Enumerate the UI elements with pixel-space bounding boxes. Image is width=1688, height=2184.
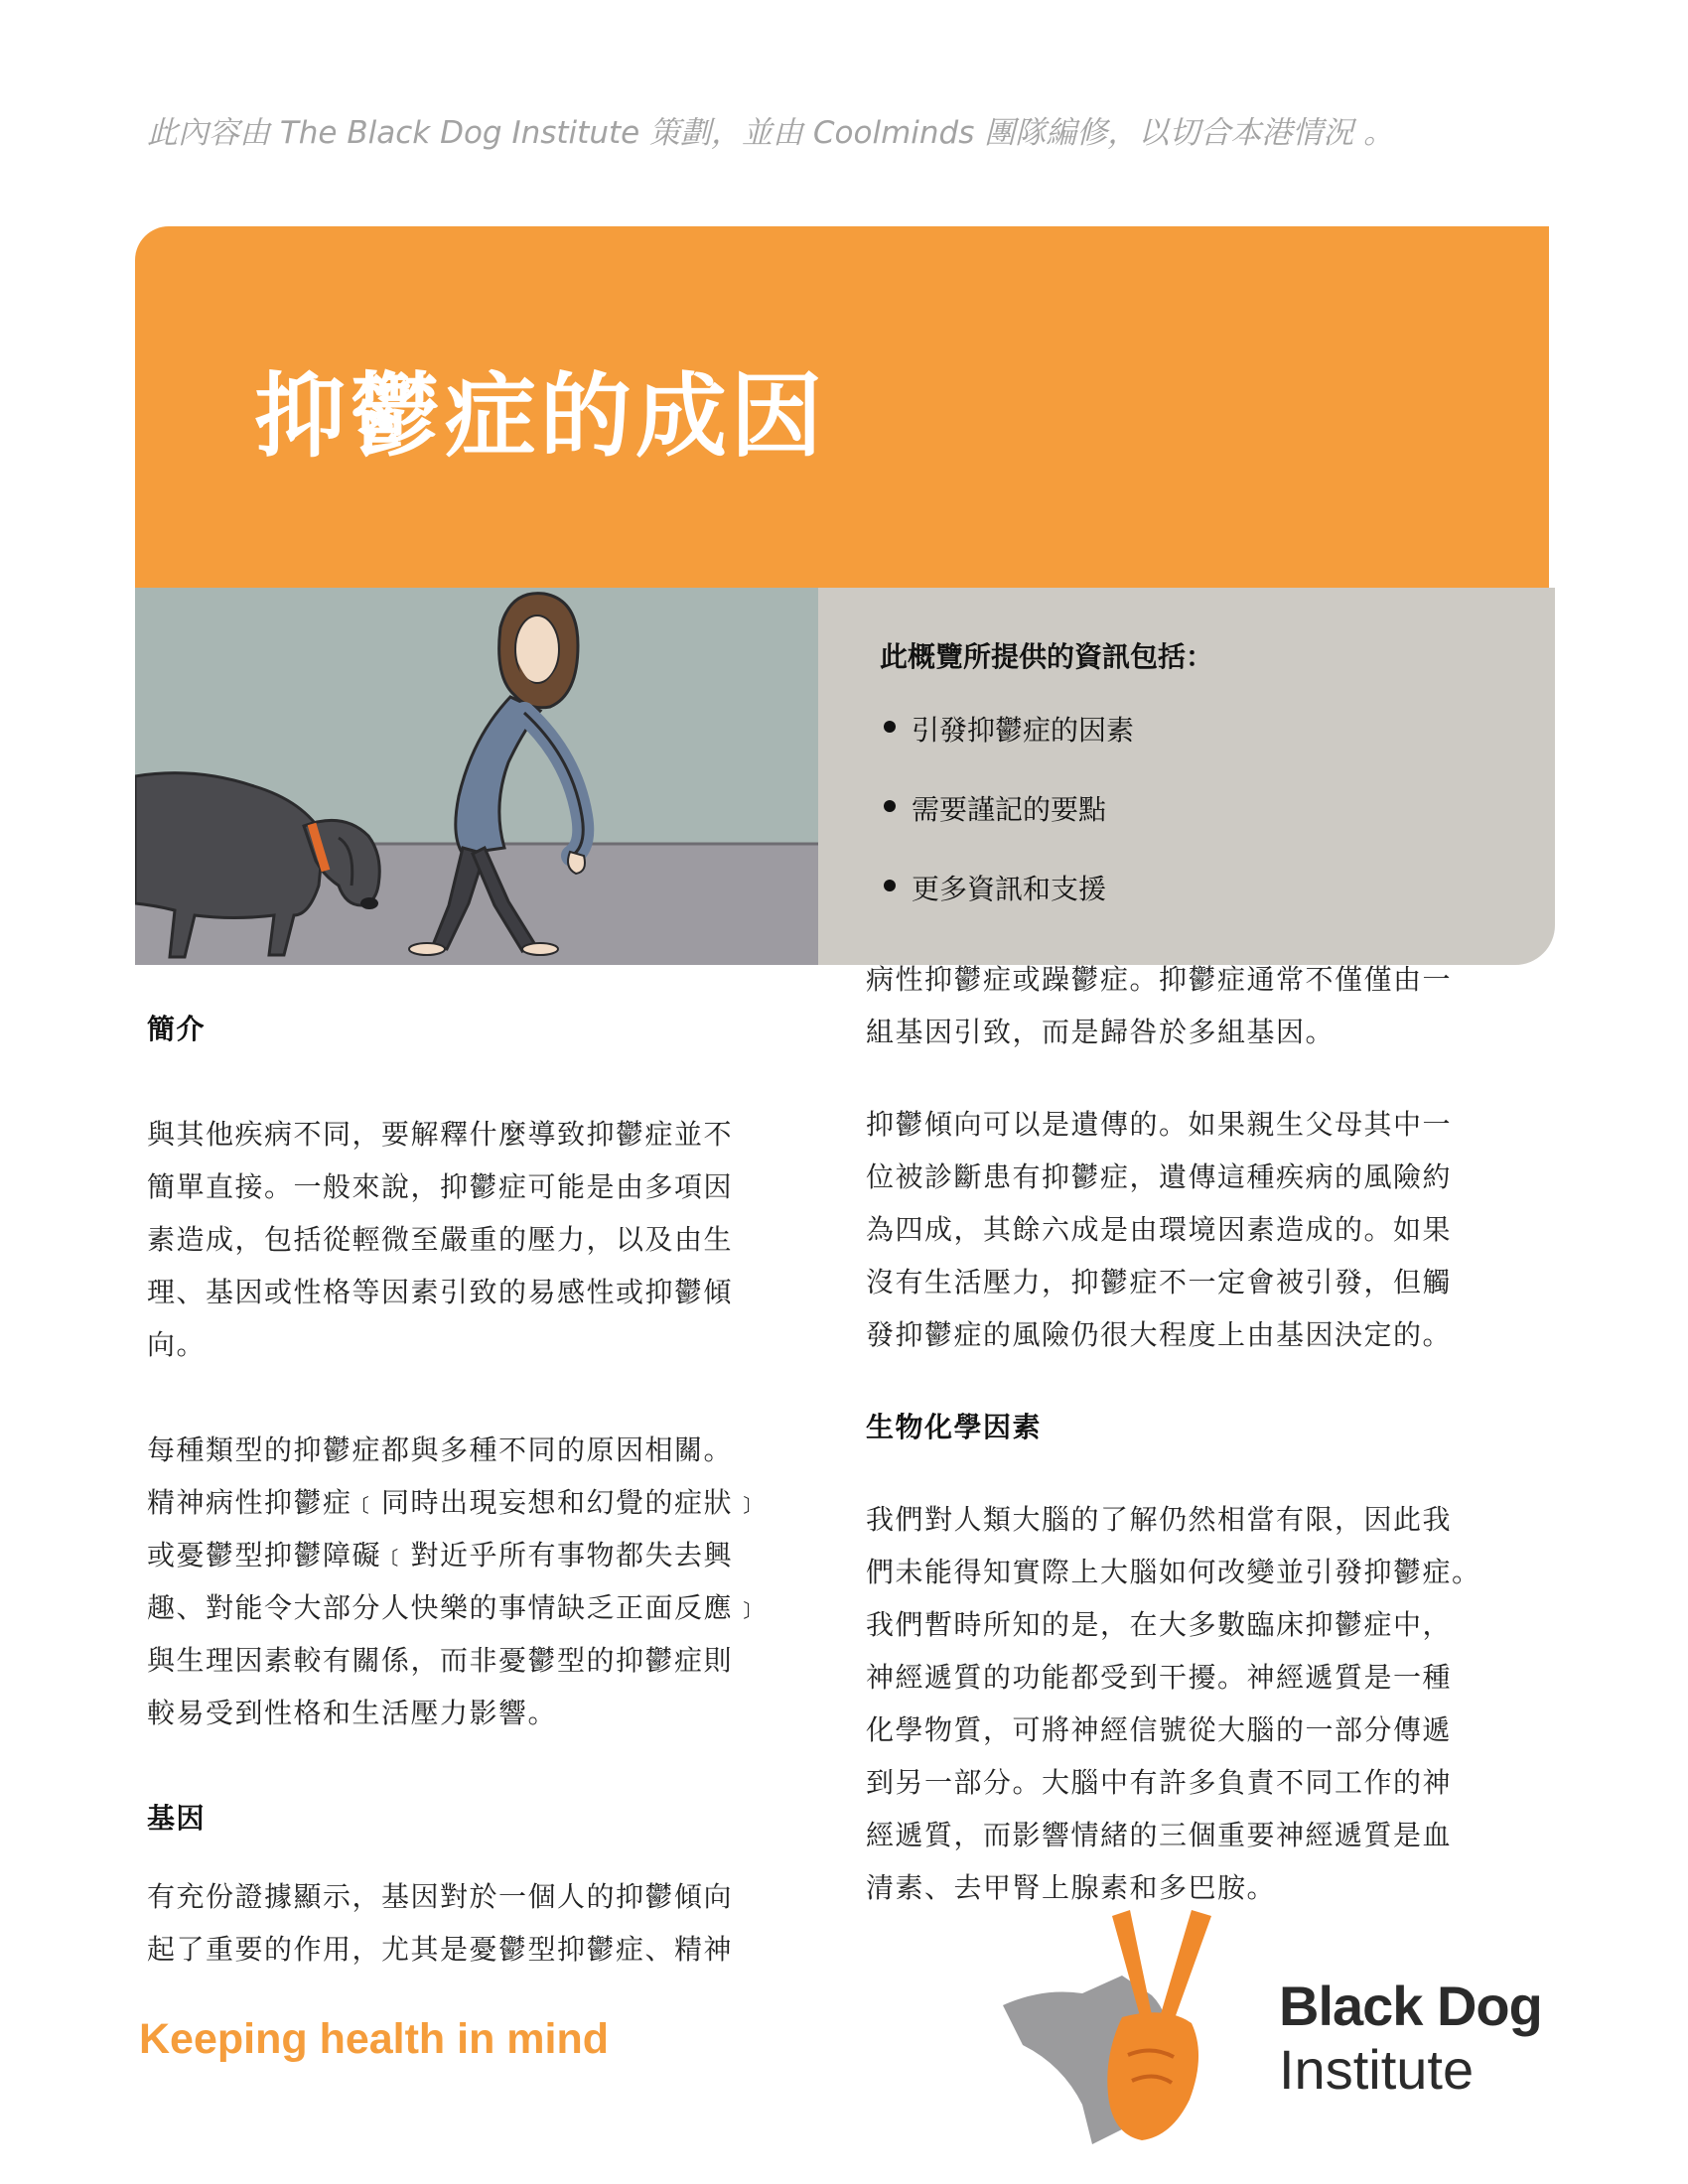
intro-line: 精神病性抑鬱症﹝同時出現妄想和幻覺的症狀﹞ — [147, 1486, 763, 1519]
biochem-line: 清素、去甲腎上腺素和多巴胺。 — [866, 1871, 1277, 1904]
genes-line: 組基因引致，而是歸咎於多組基因。 — [866, 1016, 1336, 1048]
genes-line: 病性抑鬱症或躁鬱症。抑鬱症通常不僅僅由一 — [866, 963, 1453, 996]
bullet-icon — [884, 800, 896, 812]
right-column — [866, 953, 1521, 1914]
biochem-line: 我們暫時所知的是，在大多數臨床抑鬱症中， — [866, 1608, 1453, 1641]
genes-line: 發抑鬱症的風險仍很大程度上由基因決定的。 — [866, 1318, 1453, 1351]
biochem-line: 神經遞質的功能都受到干擾。神經遞質是一種 — [866, 1661, 1453, 1694]
genes-line: 有充份證據顯示，基因對於一個人的抑鬱傾向 — [147, 1880, 734, 1913]
genes-line: 抑鬱傾向可以是遺傳的。如果親生父母其中一 — [866, 1108, 1453, 1141]
intro-line: 向。 — [147, 1328, 207, 1361]
section-heading-biochem: 生物化學因素 — [866, 1411, 1043, 1443]
intro-line: 理、基因或性格等因素引致的易感性或抑鬱傾 — [147, 1276, 734, 1308]
section-heading-intro: 簡介 — [147, 1013, 207, 1045]
left-column — [147, 1003, 782, 1976]
biochem-line: 到另一部分。大腦中有許多負責不同工作的神 — [866, 1766, 1453, 1799]
credit-line: 此內容由 The Black Dog Institute 策劃，並由 Coolminds 團隊編修，以切合本港情況 。 — [147, 115, 1395, 151]
overview-item: 需要謹記的要點 — [880, 788, 1134, 868]
intro-line: 與其他疾病不同，要解釋什麼導致抑鬱症並不 — [147, 1118, 734, 1151]
tagline: Keeping health in mind — [139, 2015, 610, 2063]
section-heading-genes: 基因 — [147, 1802, 207, 1835]
genes-line: 為四成，其餘六成是由環境因素造成的。如果 — [866, 1213, 1453, 1246]
overview-item: 引發抑鬱症的因素 — [880, 709, 1134, 788]
overview-title: 此概覽所提供的資訊包括： — [880, 640, 1214, 673]
genes-line: 位被診斷患有抑鬱症，遺傳這種疾病的風險約 — [866, 1160, 1453, 1193]
logo-text-line1: Black Dog — [1279, 1975, 1542, 2037]
black-dog-institute-logo — [1003, 1906, 1569, 2144]
intro-line: 或憂鬱型抑鬱障礙﹝對近乎所有事物都失去興 — [147, 1539, 734, 1571]
intro-line: 與生理因素較有關係，而非憂鬱型的抑鬱症則 — [147, 1644, 734, 1677]
illustration-man-and-dog — [135, 588, 818, 965]
biochem-line: 化學物質，可將神經信號從大腦的一部分傳遞 — [866, 1713, 1453, 1746]
logo-text-line2: Institute — [1279, 2038, 1475, 2101]
biochem-line: 我們對人類大腦的了解仍然相當有限，因此我 — [866, 1503, 1453, 1536]
overview-item: 更多資訊和支援 — [880, 868, 1134, 947]
intro-line: 趣、對能令大部分人快樂的事情缺乏正面反應﹞ — [147, 1591, 763, 1624]
page-title: 抑鬱症的成因 — [254, 363, 827, 470]
intro-line: 簡單直接。一般來說，抑鬱症可能是由多項因 — [147, 1170, 734, 1203]
bullet-icon — [884, 721, 896, 733]
biochem-line: 們未能得知實際上大腦如何改變並引發抑鬱症。 — [866, 1556, 1481, 1588]
genes-line: 沒有生活壓力，抑鬱症不一定會被引發，但觸 — [866, 1266, 1453, 1298]
intro-line: 素造成，包括從輕微至嚴重的壓力，以及由生 — [147, 1223, 734, 1256]
overview-box — [818, 588, 1555, 965]
overview-list — [880, 709, 1134, 947]
intro-line: 較易受到性格和生活壓力影響。 — [147, 1697, 558, 1729]
genes-line: 起了重要的作用，尤其是憂鬱型抑鬱症、精神 — [147, 1933, 734, 1966]
biochem-line: 經遞質，而影響情緒的三個重要神經遞質是血 — [866, 1819, 1453, 1851]
dog-and-man-illustration — [135, 588, 818, 965]
dog-hand-logo-icon — [1003, 1906, 1281, 2144]
title-banner — [135, 226, 1549, 588]
bullet-icon — [884, 880, 896, 891]
intro-line: 每種類型的抑鬱症都與多種不同的原因相關。 — [147, 1433, 734, 1466]
